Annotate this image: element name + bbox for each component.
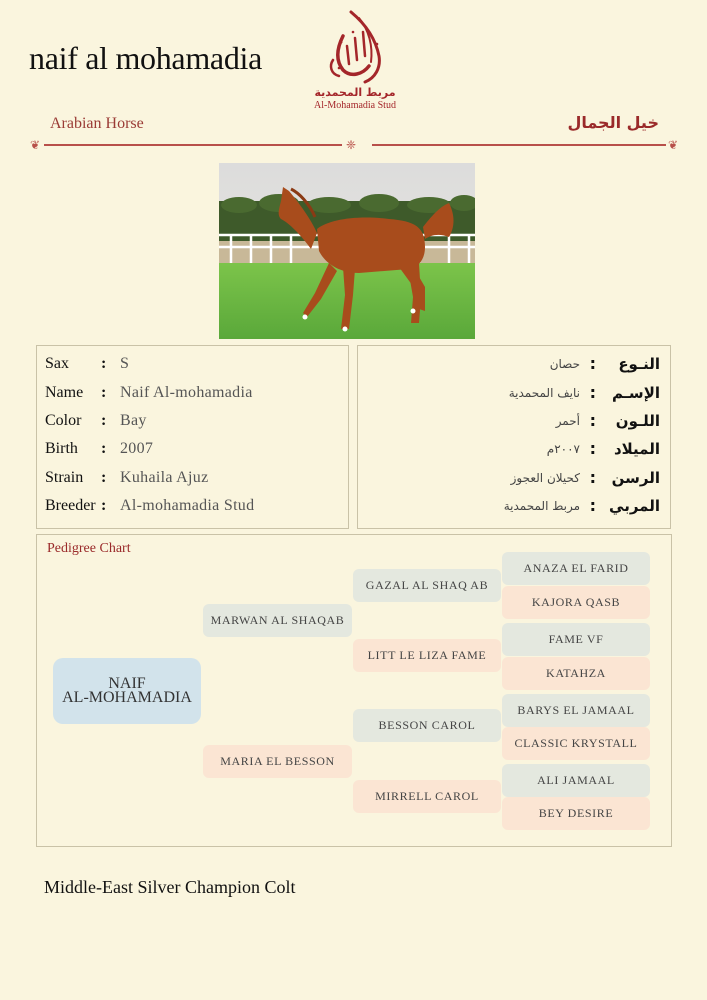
pedigree-gen3-4: KATAHZA: [502, 657, 650, 690]
info-value-ar: حصان: [549, 357, 580, 371]
pedigree-gen3-7: ALI JAMAAL: [502, 764, 650, 797]
horse-photo: [219, 163, 475, 339]
info-separator: :: [589, 354, 596, 373]
pedigree-gen3-1: ANAZA EL FARID: [502, 552, 650, 585]
info-row-sex: [37, 350, 348, 378]
pedigree-chart: [36, 534, 672, 847]
pedigree-dam-dam: MIRRELL CAROL: [353, 780, 501, 813]
info-label: Birth: [45, 440, 78, 457]
info-label: Sax: [45, 355, 69, 372]
info-label-ar: المربي: [609, 497, 660, 515]
info-row-name-ar: [358, 379, 670, 407]
info-separator: :: [101, 469, 107, 486]
info-row-strain: [37, 464, 348, 492]
info-separator: :: [589, 468, 596, 487]
info-value: Kuhaila Ajuz: [120, 469, 209, 486]
info-separator: :: [101, 497, 107, 514]
info-separator: :: [101, 384, 107, 401]
info-separator: :: [589, 439, 596, 458]
info-label: Name: [45, 384, 84, 401]
info-separator: :: [101, 440, 107, 457]
subtitle-english: Arabian Horse: [50, 115, 144, 132]
info-value: Bay: [120, 412, 147, 429]
info-row-strain-ar: [358, 464, 670, 492]
info-value-ar: ٢٠٠٧م: [546, 442, 580, 456]
pedigree-dam-sire: BESSON CAROL: [353, 709, 501, 742]
info-label-ar: النـوع: [618, 355, 660, 373]
info-panel-arabic: [357, 345, 671, 529]
info-value-ar: كحيلان العجوز: [510, 471, 580, 485]
pedigree-gen3-5: BARYS EL JAMAAL: [502, 694, 650, 727]
info-value-ar: نايف المحمدية: [508, 386, 580, 400]
info-row-breeder: [37, 492, 348, 520]
info-row-birth-ar: [358, 435, 670, 463]
info-value-ar: أحمر: [555, 414, 580, 428]
pedigree-horse-line2: AL-MOHAMADIA: [62, 689, 192, 706]
pedigree-sire-dam: LITT LE LIZA FAME: [353, 639, 501, 672]
info-label: Breeder: [45, 497, 96, 514]
info-row-color: [37, 407, 348, 435]
ornament-center-icon: ❈: [346, 138, 357, 152]
info-row-name: [37, 379, 348, 407]
info-row-color-ar: [358, 407, 670, 435]
ornament-left-icon: ❦: [30, 138, 41, 152]
info-label: Color: [45, 412, 82, 429]
horse-photo-image: [219, 163, 475, 339]
info-value: S: [120, 355, 130, 372]
divider-line-left: [44, 144, 342, 146]
info-separator: :: [101, 412, 107, 429]
info-row-birth: [37, 435, 348, 463]
info-row-breeder-ar: [358, 492, 670, 520]
pedigree-dam: MARIA EL BESSON: [203, 745, 352, 778]
info-row-type-ar: [358, 350, 670, 378]
divider-line-right: [372, 144, 666, 146]
info-separator: :: [589, 411, 596, 430]
pedigree-gen3-3: FAME VF: [502, 623, 650, 656]
info-label: Strain: [45, 469, 84, 486]
info-separator: :: [589, 496, 596, 515]
pedigree-horse-line1: NAIF: [108, 675, 146, 692]
info-label-ar: الميلاد: [613, 440, 660, 458]
horse-title: naif al mohamadia: [29, 40, 263, 76]
info-separator: :: [101, 355, 107, 372]
info-value: Naif Al-mohamadia: [120, 384, 253, 401]
pedigree-sire: MARWAN AL SHAQAB: [203, 604, 352, 637]
pedigree-horse: [53, 658, 201, 724]
award-title: Middle-East Silver Champion Colt: [44, 877, 296, 897]
info-label-ar: الرسن: [611, 469, 660, 487]
info-label-ar: الإسـم: [612, 384, 660, 402]
info-label-ar: اللـون: [615, 412, 660, 430]
pedigree-gen3-6: CLASSIC KRYSTALL: [502, 727, 650, 760]
info-value: Al-mohamadia Stud: [120, 497, 255, 514]
pedigree-title: Pedigree Chart: [47, 541, 131, 556]
ornamental-divider: [30, 138, 680, 152]
ornament-right-icon: ❦: [668, 138, 679, 152]
subtitle-arabic: خيل الجمال: [567, 113, 659, 132]
logo-english-text: Al-Mohamadia Stud: [314, 100, 396, 111]
logo-arabic-text: مربط المحمدية: [314, 86, 396, 99]
info-separator: :: [589, 383, 596, 402]
stud-logo: [310, 8, 400, 123]
info-panel-english: [36, 345, 349, 529]
info-value: 2007: [120, 440, 154, 457]
calligraphy-horse-logo-icon: [319, 8, 391, 88]
info-value-ar: مربط المحمدية: [503, 499, 580, 513]
pedigree-gen3-2: KAJORA QASB: [502, 586, 650, 619]
pedigree-sire-sire: GAZAL AL SHAQ AB: [353, 569, 501, 602]
pedigree-gen3-8: BEY DESIRE: [502, 797, 650, 830]
